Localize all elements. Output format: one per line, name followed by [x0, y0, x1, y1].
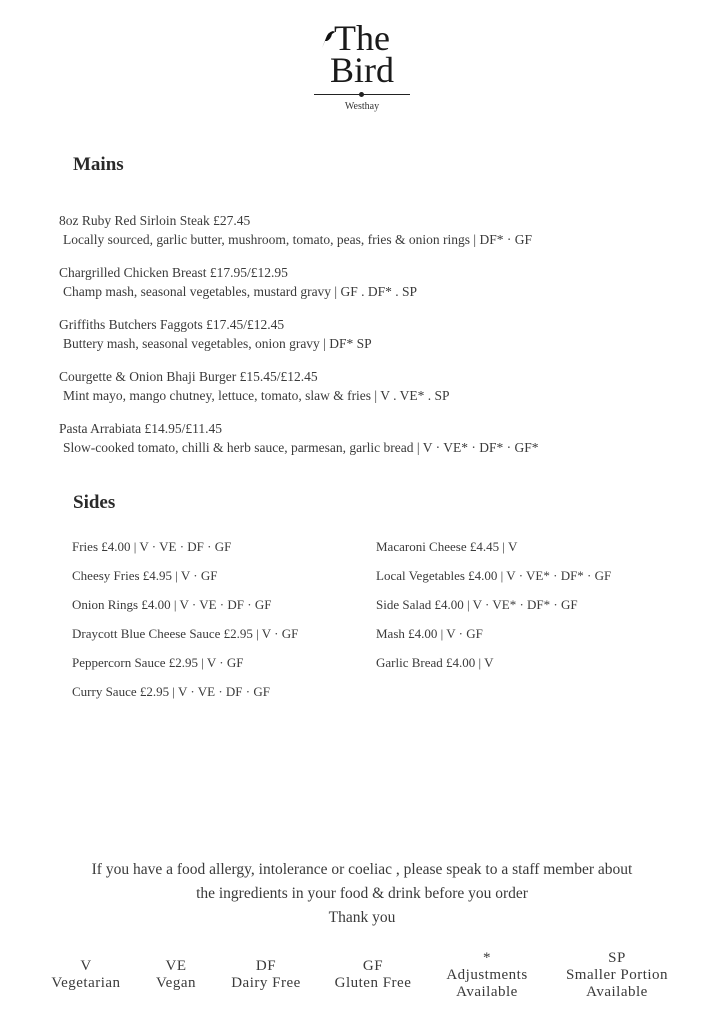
item-title: 8oz Ruby Red Sirloin Steak £27.45: [59, 213, 251, 228]
mains-heading: Mains: [73, 154, 124, 175]
logo-line-2: Bird: [329, 50, 394, 90]
legend-item: [417, 950, 557, 1001]
side-item: Draycott Blue Cheese Sauce £2.95 | V · GF: [72, 626, 299, 641]
item-title: Chargrilled Chicken Breast £17.95/£12.95: [59, 265, 288, 280]
legend-label: Adjustments: [446, 967, 528, 983]
item-description: Slow-cooked tomato, chilli & herb sauce, parmesan, garlic bread | V · VE* · DF* · GF*: [63, 440, 539, 455]
menu-item: [59, 419, 538, 457]
item-description: Buttery mash, seasonal vegetables, onion gravy | DF* SP: [63, 336, 372, 351]
menu-item: [59, 367, 450, 405]
legend-code: GF: [362, 958, 384, 974]
legend-code: V: [80, 958, 92, 974]
logo-divider: [314, 94, 410, 95]
item-title: Griffiths Butchers Faggots £17.45/£12.45: [59, 317, 285, 332]
side-item: Fries £4.00 | V · VE · DF · GF: [72, 539, 232, 554]
legend-code: DF: [255, 958, 277, 974]
allergy-notice-line-1: If you have a food allergy, intolerance or coeliac , please speak to a staff member about: [91, 861, 633, 878]
menu-item: [59, 263, 417, 301]
item-description: Mint mayo, mango chutney, lettuce, tomato, slaw & fries | V . VE* . SP: [63, 388, 450, 403]
legend-label-2: Available: [456, 984, 518, 1000]
item-description: Champ mash, seasonal vegetables, mustard gravy | GF . DF* . SP: [63, 284, 418, 299]
sides-heading: Sides: [73, 492, 116, 513]
side-item: Local Vegetables £4.00 | V · VE* · DF* · GF: [376, 568, 612, 583]
legend-item: [547, 950, 687, 1001]
legend-code: *: [483, 950, 491, 966]
side-item: Macaroni Cheese £4.45 | V: [376, 539, 518, 554]
side-item: Cheesy Fries £4.95 | V · GF: [72, 568, 218, 583]
legend-label: Vegan: [156, 975, 196, 991]
legend-label: Smaller Portion: [565, 967, 669, 983]
menu-item: [59, 211, 532, 249]
legend-label: Dairy Free: [231, 975, 301, 991]
item-description: Locally sourced, garlic butter, mushroom, tomato, peas, fries & onion rings | DF* · GF: [63, 232, 532, 247]
menu-item: [59, 315, 372, 353]
legend-label: Vegetarian: [51, 975, 121, 991]
side-item: Garlic Bread £4.00 | V: [376, 655, 494, 670]
side-item: Side Salad £4.00 | V · VE* · DF* · GF: [376, 597, 578, 612]
side-item: Onion Rings £4.00 | V · VE · DF · GF: [72, 597, 272, 612]
bird-icon: [320, 28, 336, 50]
side-item: Curry Sauce £2.95 | V · VE · DF · GF: [72, 684, 270, 699]
legend-label-2: Available: [586, 984, 648, 1000]
item-title: Pasta Arrabiata £14.95/£11.45: [59, 421, 222, 436]
location: Westhay: [344, 101, 380, 112]
logo-line-1: The: [334, 18, 390, 58]
legend-code: SP: [608, 950, 626, 966]
item-title: Courgette & Onion Bhaji Burger £15.45/£12.45: [59, 369, 318, 384]
side-item: Mash £4.00 | V · GF: [376, 626, 483, 641]
allergy-notice-line-2: the ingredients in your food & drink before you order: [196, 885, 528, 902]
logo: [300, 18, 424, 112]
legend-code: VE: [165, 958, 187, 974]
thank-you: Thank you: [328, 909, 396, 926]
side-item: Peppercorn Sauce £2.95 | V · GF: [72, 655, 244, 670]
legend-label: Gluten Free: [334, 975, 412, 991]
